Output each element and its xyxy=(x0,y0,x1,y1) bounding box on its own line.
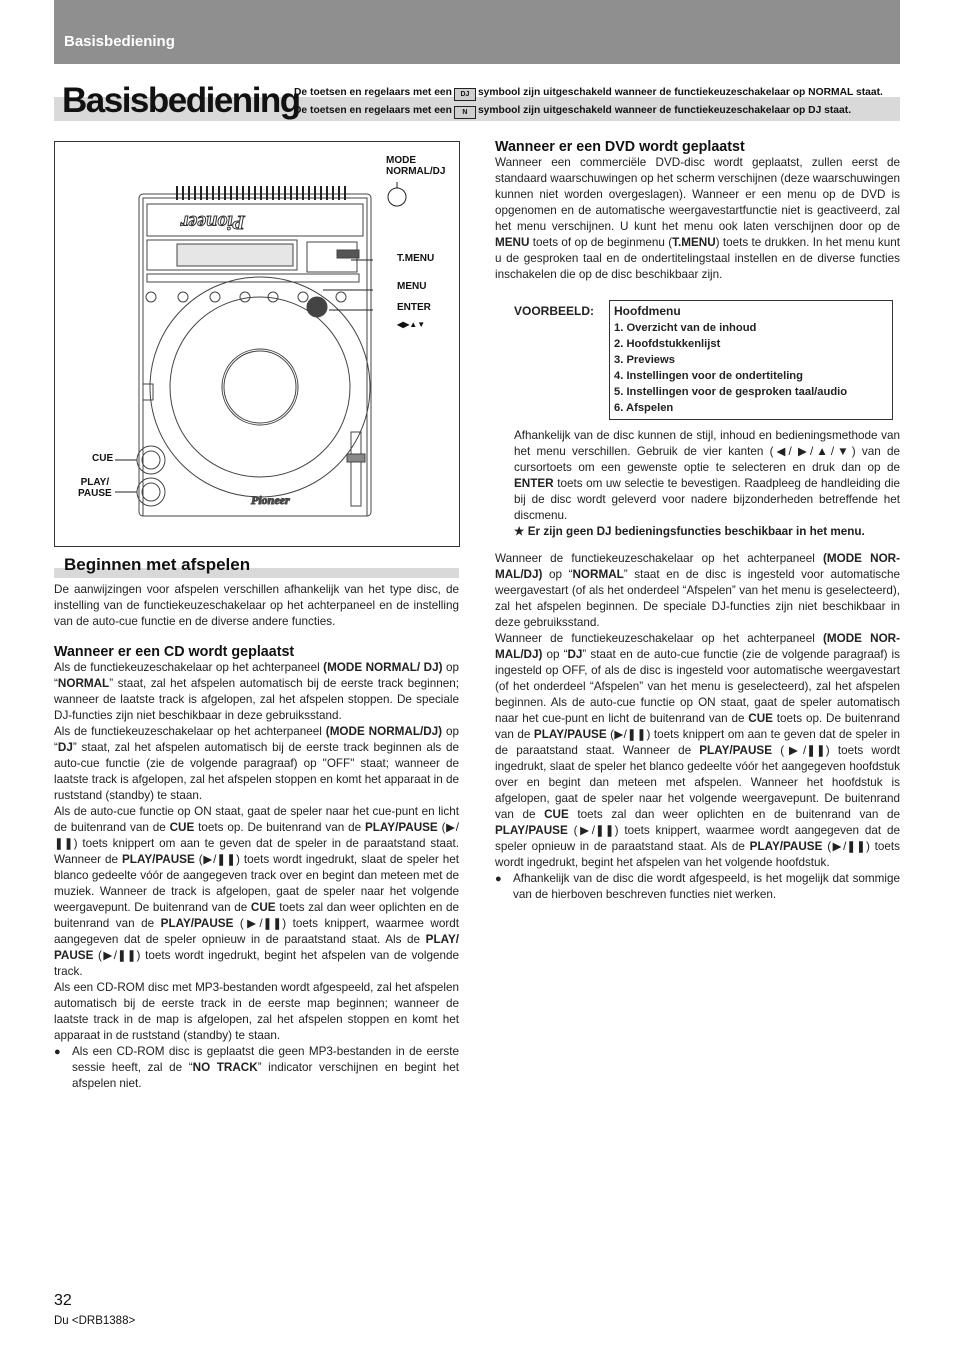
section-heading xyxy=(54,555,459,577)
cd-bullet: ● Als een CD-ROM disc is geplaatst die geen MP3-bestanden in de eerste sessie heeft, zal de “NO TRACK” indicator verschijnen en begint het afspelen niet. xyxy=(54,1044,459,1092)
header-bar xyxy=(54,0,900,64)
player-diagram xyxy=(54,141,460,547)
play-pause-label xyxy=(78,477,112,499)
svg-text:Pioneer: Pioneer xyxy=(180,211,245,233)
cd-para-2: Als de functiekeuzeschakelaar op het achterpaneel (MODE NORMAL/DJ) op “DJ” staat, zal het afspelen automatisch bij de eerste track beginnen als de auto-cue functie (zie de volgende paragraaf) op "OFF" staat; wanneer de laatste track is afgelopen, zal het afspelen stoppen en komt het apparaat in de ruststand (standby) te staan. xyxy=(54,725,459,802)
note1-pre: De toetsen en regelaars met een xyxy=(294,87,452,98)
dvd-para-2: Afhankelijk van de disc kunnen de stijl, inhoud en bedieningsmethode van het menu verschillen. Gebruik de vier kanten (◀/ ▶/▲/▼) van de cursortoets om een gewenste optie te selecteren en druk dan op de ENTER toets om uw selectie te bevestigen. Raadpleeg de handleiding die bij de disc wordt geleverd voor nadere bijzonderheden betreffende het discmenu. xyxy=(514,429,900,522)
dvd-para-4: Wanneer de functiekeuzeschakelaar op het achterpaneel (MODE NOR-MAL/DJ) op “DJ” staat en de auto-cue functie (zie de volgende paragraaf) is ingesteld op OFF, of als de disc is ingesteld voor automatische weergavestart (of het onderdeel “Afspelen” van het menu is geselecteerd), zal het afspelen beginnen. Als de auto-cue functie op ON staat, gaat de speler automatisch naar het cue-punt en licht de buitenrand van de CUE toets op. De buitenrand van de PLAY/PAUSE (▶/❚❚) toets knippert om aan te geven dat de speler in de paraatstand staat. Wanneer de PLAY/PAUSE (▶/❚❚) toets wordt ingedrukt, slaat de speler het blanco gedeelte vóór het aangegeven hoofdstuk over en begint dan meteen met afspelen. Wanneer het hoofdstuk is afgelopen, gaat de speler naar het volgende weergavepunt. De buitenrand van de CUE toets zal dan weer oplichten en de buitenrand van de PLAY/PAUSE (▶/❚❚) toets knippert, waarmee wordt aangegeven dat de speler opnieuw in de paraatstand staat. Als de PLAY/PAUSE (▶/❚❚) toets wordt ingedrukt, begint het afspelen van het volgende hoofdstuk. xyxy=(495,632,901,869)
right-column-bottom xyxy=(495,551,900,903)
mode-label-line1: MODE xyxy=(386,155,416,166)
dvd-bullet: ● Afhankelijk van de disc die wordt afgespeeld, is het mogelijk dat sommige van de hierboven beschreven functies niet werken. xyxy=(495,871,900,903)
player-illustration xyxy=(55,142,459,546)
header-section: Basisbediening xyxy=(64,33,175,50)
cd-para-4: Als een CD-ROM disc met MP3-bestanden wordt afgespeeld, zal het afspelen automatisch bij de eerste track in de eerste map beginnen; wanneer de laatste track in de map is afgelopen, zal het afspelen stoppen en komt het apparaat in de ruststand (standby) te staan. xyxy=(54,981,459,1042)
menu-item: 2. Hoofdstukkenlijst xyxy=(614,338,721,350)
page-number: 32 xyxy=(54,1292,72,1309)
menu-item: 3. Previews xyxy=(614,354,675,366)
cd-para-3: Als de auto-cue functie op ON staat, gaat de speler naar het cue-punt en licht de buitenrand van de CUE toets op. De buitenrand van de PLAY/PAUSE (▶/❚❚) toets knippert om aan te geven dat de speler in de paraatstand staat. Wanneer de PLAY/PAUSE (▶/❚❚) toets wordt ingedrukt, slaat de speler het blanco gedeelte vóór de aangegeven track over en begint dan meteen met de muziek. Wanneer de track is afgelopen, gaat de speler naar het volgende weergavepunt. De buitenrand van de CUE toets zal dan weer oplichten en de buitenrand van de PLAY/PAUSE (▶/❚❚) toets knippert, waarmee wordt aangegeven dat de speler opnieuw in de paraatstand staat. Als de PLAY/ PAUSE (▶/❚❚) toets wordt ingedrukt, begint het afspelen van de volgende track. xyxy=(54,805,459,978)
dvd-para-3: Wanneer de functiekeuzeschakelaar op het achterpaneel (MODE NOR-MAL/DJ) op “NORMAL” staat en de disc is ingesteld voor automatische weergavestart (of als het onderdeel “Afspelen” van het menu is geselecteerd), zal het afspelen beginnen. De speciale DJ-functies zijn niet beschikbaar in deze gebruiksstand. xyxy=(495,552,900,629)
menu-item: 6. Afspelen xyxy=(614,402,674,414)
note2-post: symbool zijn uitgeschakeld wanneer de functiekeuzeschakelaar op DJ staat. xyxy=(477,105,852,116)
doc-code: Du <DRB1388> xyxy=(54,1315,136,1327)
note1-post: symbool zijn uitgeschakeld wanneer de functiekeuzeschakelaar op NORMAL staat. xyxy=(477,87,883,98)
cue-label: CUE xyxy=(92,453,114,464)
section-heading-text: Beginnen met afspelen xyxy=(64,555,251,574)
intro-paragraph: De aanwijzingen voor afspelen verschillen afhankelijk van het type disc, de instelling van de functiekeuzeschakelaar op het achterpaneel en de instelling van de auto-cue functie en de diverse andere functies. xyxy=(54,583,459,628)
star-note-line xyxy=(514,524,900,540)
play-label-line1: PLAY/ xyxy=(80,477,110,488)
menu-label: MENU xyxy=(397,281,427,292)
play-label-line2: PAUSE xyxy=(78,488,112,499)
right-column-top xyxy=(495,139,900,283)
title-block xyxy=(54,83,900,123)
menu-list xyxy=(614,320,847,416)
menu-item: 5. Instellingen voor de gesproken taal/audio xyxy=(614,386,848,398)
arrows-label: ◀▶▲▼ xyxy=(397,320,426,329)
menu-item: 1. Overzicht van de inhoud xyxy=(614,322,757,334)
dvd-heading: Wanneer er een DVD wordt geplaatst xyxy=(495,139,745,155)
menu-item: 4. Instellingen voor de ondertiteling xyxy=(614,370,803,382)
title-notes xyxy=(294,84,883,120)
cd-para-1: Als de functiekeuzeschakelaar op het achterpaneel (MODE NORMAL/ DJ) op “NORMAL” staat, zal het afspelen automatisch bij de eerste track beginnen; wanneer de laatste track is afgelopen, zal het afspelen stoppen. De speciale DJ-functies zijn niet beschikbaar in deze gebruiksstand. xyxy=(54,661,459,722)
cd-heading: Wanneer er een CD wordt geplaatst xyxy=(54,644,295,660)
dvd-para-1: Wanneer een commerciële DVD-disc wordt geplaatst, zullen eerst de standaard waarschuwingen op het scherm verschijnen (deze waarschuwingen kunnen niet worden overgeslagen). Wanneer er een menu op de DVD is opgenomen en de automatische weergavestartfunctie niet is geactiveerd, zal het menu verschijnen. U kunt het menu ook laten verschijnen door op de MENU toets of op de beginmenu (T.MENU) toets te drukken. In het menu kunt u de gesproken taal en de ondertitelingstaal instellen en de diverse functies inschakelen die op de disc beschikbaar zijn. xyxy=(495,156,900,281)
mode-label-line2: NORMAL/DJ xyxy=(386,166,446,177)
left-column xyxy=(54,582,459,1092)
enter-label: ENTER xyxy=(397,302,431,313)
star-icon: ★ xyxy=(514,525,528,538)
right-column-mid xyxy=(514,428,900,540)
tmenu-label: T.MENU xyxy=(397,253,435,264)
svg-text:Pioneer: Pioneer xyxy=(251,493,290,507)
dj-symbol-icon: DJ xyxy=(454,88,476,101)
star-note: Er zijn geen DJ bedieningsfuncties beschikbaar in het menu. xyxy=(527,525,865,538)
note2-pre: De toetsen en regelaars met een xyxy=(294,105,452,116)
normal-symbol-icon: N xyxy=(454,106,476,119)
mode-label xyxy=(386,155,445,177)
example-label: VOORBEELD: xyxy=(514,304,595,318)
example-title: Hoofdmenu xyxy=(614,304,681,318)
page-title: Basisbediening xyxy=(62,81,300,120)
